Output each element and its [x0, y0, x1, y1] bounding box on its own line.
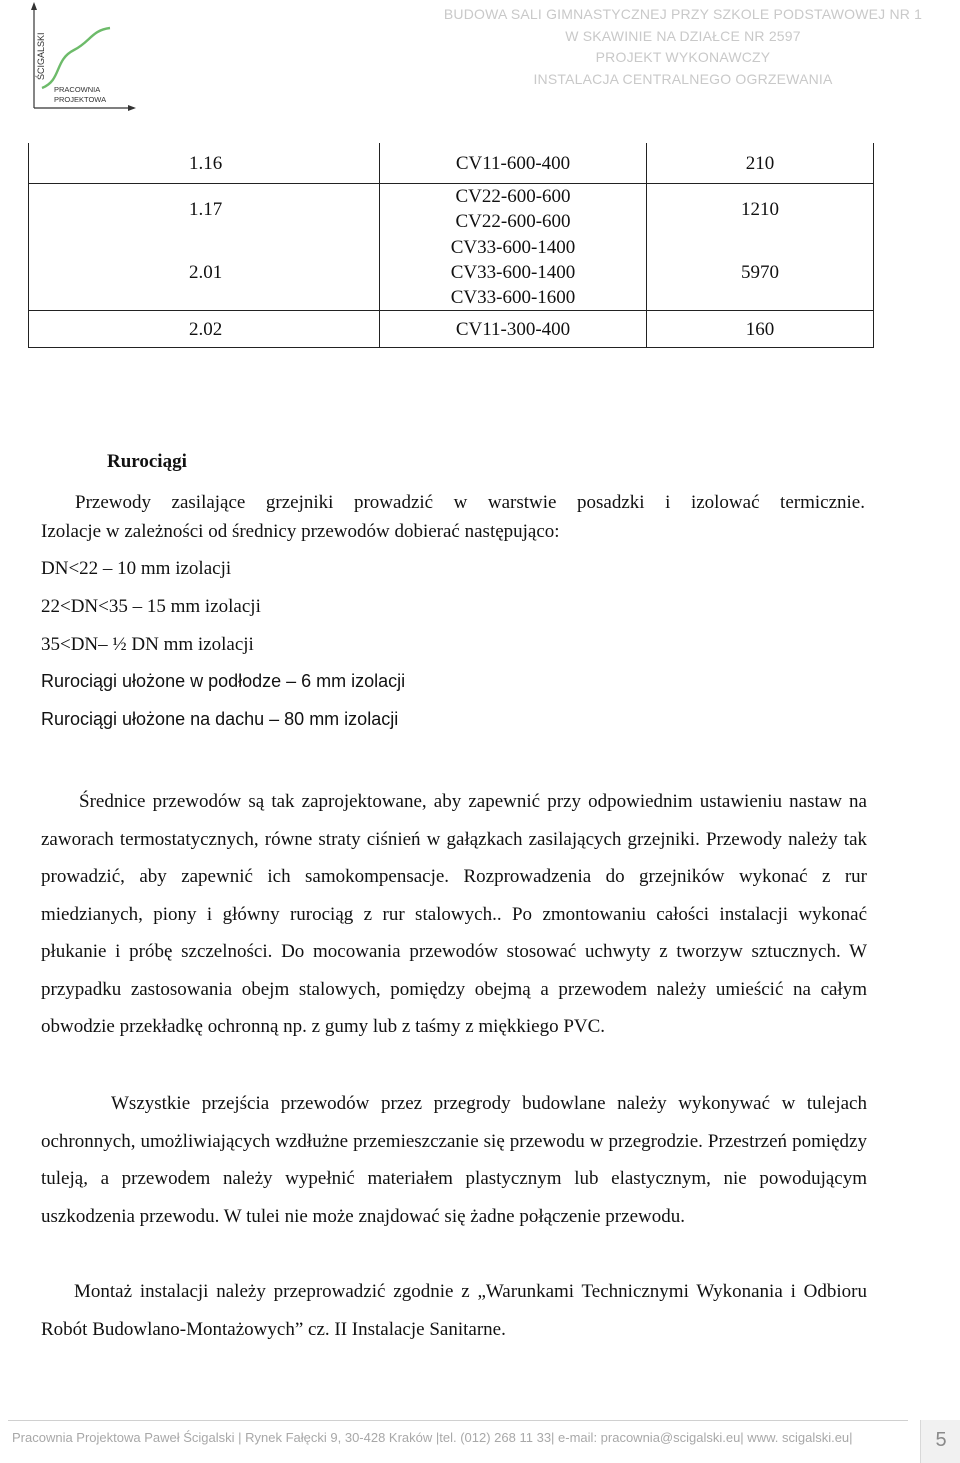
- power-cell: 210: [647, 143, 874, 184]
- table-row: [29, 234, 874, 311]
- power-cell: 5970: [647, 234, 874, 311]
- radiator-type: CV22-600-600: [455, 211, 571, 232]
- page-number-box: [920, 1420, 960, 1463]
- header-line-4: INSTALACJA CENTRALNEGO OGRZEWANIA: [533, 70, 833, 87]
- room-number-cell: 1.17: [29, 184, 380, 235]
- radiator-type: CV22-600-600: [455, 186, 571, 207]
- logo-text-2: PROJEKTOWA: [54, 95, 107, 104]
- insulation-line: 22<DN<35 – 15 mm izolacji: [41, 596, 261, 617]
- paragraph-diameters: [41, 783, 867, 1046]
- room-number-cell: 2.02: [29, 311, 380, 348]
- table-row: [29, 184, 874, 235]
- footer-contact: Pracownia Projektowa Paweł Ścigalski | Rynek Fałęcki 9, 30-428 Kraków |tel. (012) 268 11 33| e-mail: pracownia@scigalski.eu| www. scigalski.eu|: [12, 1430, 853, 1445]
- paragraph-text: Montaż instalacji należy przeprowadzić zgodnie z „Warunkami Technicznymi Wykonania i Odbioru Robót Budowlano-Montażowych” cz. II Instalacje Sanitarne.: [41, 1281, 867, 1340]
- room-number-cell: 2.01: [29, 234, 380, 311]
- logo-text-1: PRACOWNIA: [54, 85, 101, 94]
- radiator-type: CV33-600-1400: [450, 236, 576, 258]
- header-line-3: PROJEKT WYKONAWCZY: [595, 49, 771, 65]
- paragraph-text: Średnice przewodów są tak zaprojektowane, aby zapewnić przy odpowiednim ustawieniu nastaw na zaworach termostatycznych, równe straty ciśnień w gałązkach zasilających grzejniki. Przewody należy tak prowadzić, aby zapewnić ich samokompensacje. Rozprowadzenia do grzejników wykonać z rur miedzianych, piony i główny rurociąg z rur stalowych.. Po zmontowaniu całości instalacji wykonać płukanie i próbę szczelności. Do mocowania przewodów stosować uchwyty z tworzyw sztucznych. W przypadku zastosowania obejm stalowych, pomiędzy obejmą a przewodem należy umieścić na całym obwodzie przekładkę ochronną np. z gumy lub z taśmy z miękkiego PVC.: [41, 791, 867, 1037]
- section-title: Rurociągi: [107, 451, 187, 472]
- page-number: 5: [935, 1429, 947, 1451]
- header-line-1: BUDOWA SALI GIMNASTYCZNEJ PRZY SZKOLE PODSTAWOWEJ NR 1: [443, 6, 923, 22]
- table-row: [29, 143, 874, 184]
- logo-vertical-text: ŚCIGALSKI: [36, 32, 46, 80]
- insulation-line: Izolacje w zależności od średnicy przewodów dobierać następująco:: [41, 521, 560, 542]
- insulation-line: DN<22 – 10 mm izolacji: [41, 558, 232, 579]
- header-line-2: W SKAWINIE NA DZIAŁCE NR 2597: [565, 27, 801, 44]
- radiator-type: CV11-300-400: [455, 318, 571, 340]
- paragraph-sleeves: [41, 1085, 867, 1235]
- footer-divider: [8, 1420, 908, 1421]
- radiator-type-cell: [380, 143, 647, 184]
- insulation-line: Rurociągi ułożone na dachu – 80 mm izolacji: [41, 709, 399, 729]
- logo-graphic: [22, 0, 142, 118]
- radiator-type: CV11-600-400: [455, 152, 571, 174]
- power-cell: 160: [647, 311, 874, 348]
- radiator-type: CV33-600-1400: [450, 261, 576, 283]
- document-header: [240, 4, 960, 90]
- table-row: [29, 311, 874, 348]
- power-cell: 1210: [647, 184, 874, 235]
- insulation-line: 35<DN– ½ DN mm izolacji: [41, 634, 254, 655]
- radiator-type-cell: [380, 311, 647, 348]
- radiator-type-cell: [380, 234, 647, 311]
- insulation-line: Rurociągi ułożone w podłodze – 6 mm izolacji: [41, 671, 406, 691]
- radiator-table: [28, 143, 874, 348]
- paragraph-standards: [41, 1273, 867, 1348]
- radiator-type: CV33-600-1600: [450, 286, 576, 308]
- radiator-type-cell: [380, 184, 647, 235]
- paragraph-text: Wszystkie przejścia przewodów przez przegrody budowlane należy wykonywać w tulejach ochronnych, umożliwiających wzdłużne przemieszczanie się przewodu w przegrodzie. Przestrzeń pomiędzy tuleją, a przewodem należy wypełnić materiałem plastycznym lub elastycznym, nie powodującym uszkodzenia przewodu. W tulei nie może znajdować się żadne połączenie przewodu.: [41, 1093, 867, 1227]
- section-intro: Przewody zasilające grzejniki prowadzić w warstwie posadzki i izolować termicznie.: [75, 492, 865, 513]
- company-logo: [22, 0, 142, 118]
- room-number-cell: 1.16: [29, 143, 380, 184]
